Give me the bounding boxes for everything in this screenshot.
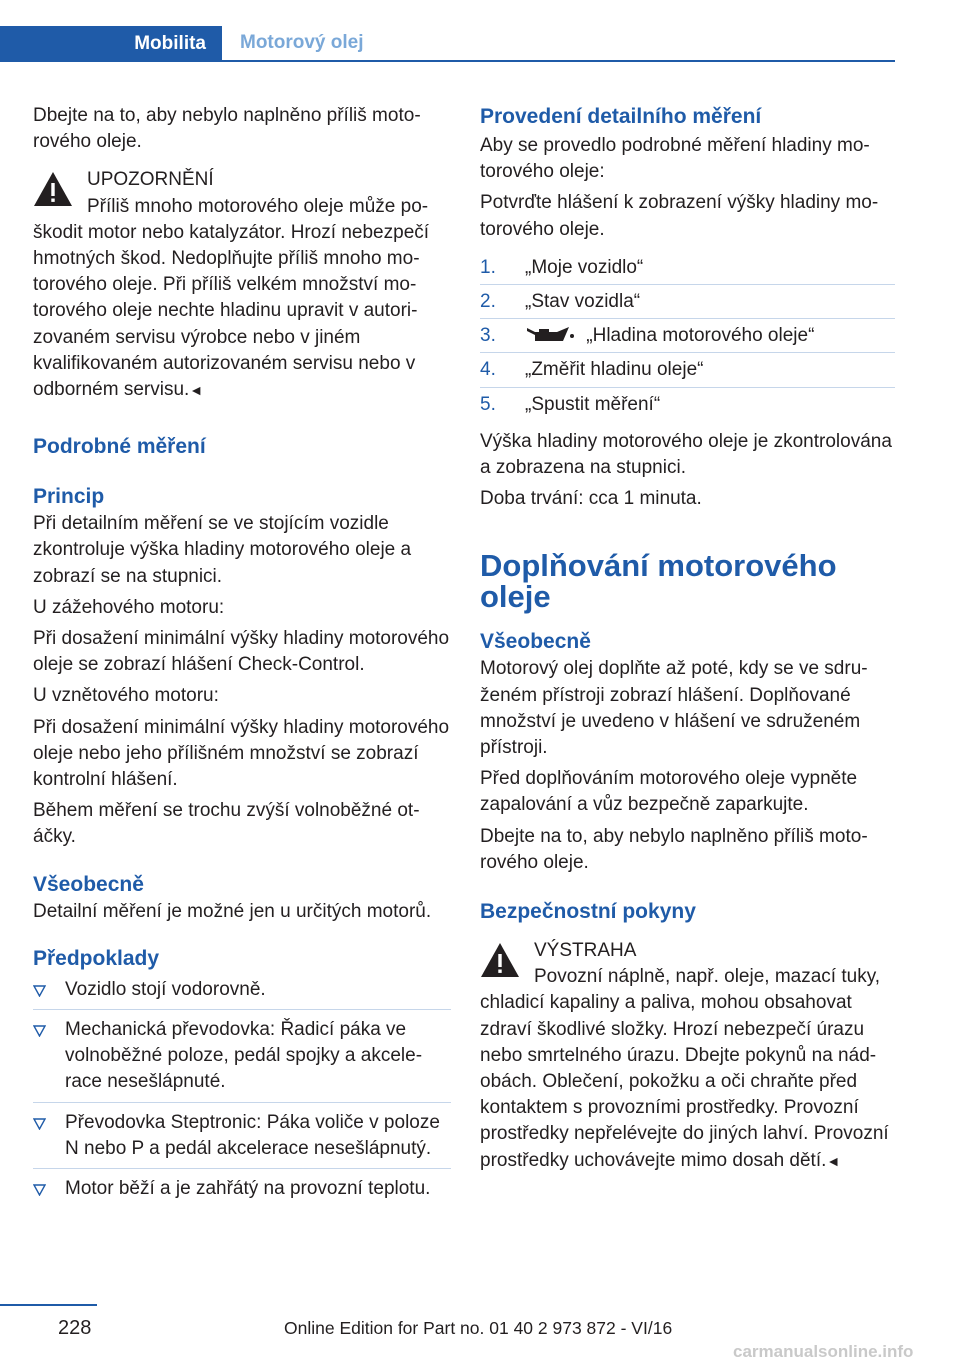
watermark: carmanualsonline.info bbox=[733, 1342, 914, 1361]
warning-block bbox=[33, 167, 451, 403]
list-item bbox=[33, 977, 451, 1010]
tab-motorovy-olej[interactable] bbox=[222, 26, 895, 62]
list-item-text: Převodovka Steptronic: Páka voliče v poloze N nebo P a pedál akcelerace nesešlápnutý. bbox=[65, 1111, 440, 1159]
list-item bbox=[480, 255, 895, 285]
step-number: 2. bbox=[480, 291, 496, 313]
heading-principle: Princip bbox=[33, 485, 105, 509]
list-item-text: Mechanická převodovka: Řadicí páka ve volnoběžné poloze, pedál spojky a akcelerace nesešlápnuté. bbox=[65, 1019, 423, 1093]
prerequisites-list bbox=[33, 977, 451, 1208]
list-item-text: Motor běží a je zahřátý na provozní teplotu. bbox=[65, 1178, 431, 1200]
heading-detailed-measurement: Podrobné měření bbox=[33, 435, 206, 459]
step-text: „Moje vozidlo“ bbox=[525, 256, 644, 278]
heading-refill-oil: Doplňování motorového oleje bbox=[480, 548, 837, 615]
step-number: 4. bbox=[480, 359, 496, 381]
heading-safety: Bezpečnostní pokyny bbox=[480, 900, 696, 924]
intro-paragraph: Dbejte na to, aby nebylo naplněno příliš motorového oleje. bbox=[33, 105, 421, 153]
confirm-text: Potvrďte hlášení k zobrazení výšky hladiny motorového oleje. bbox=[480, 192, 879, 240]
list-item bbox=[33, 1176, 451, 1208]
step-text: „Změřit hladinu oleje“ bbox=[525, 359, 704, 381]
warning-title: UPOZORNĚNÍ bbox=[87, 169, 214, 191]
principle-text: Při detailním měření se ve stojícím vozidle zkontroluje výška hladiny motorového oleje a zobrazí se na stupnici. bbox=[33, 513, 412, 587]
perform-intro: Aby se provedlo podrobné měření hladiny motorového oleje: bbox=[480, 135, 870, 183]
list-item bbox=[480, 323, 895, 353]
petrol-text: Při dosažení minimální výšky hladiny motorového oleje se zobrazí hlášení Check-Control. bbox=[33, 628, 450, 676]
refill-text-1: Motorový olej doplňte až poté, kdy se ve sdruženém přístroji zobrazí hlášení. Doplňované množství je uvedeno v hlášení ve sdruženém přístroji. bbox=[480, 658, 868, 759]
diesel-label: U vznětového motoru: bbox=[33, 685, 219, 707]
list-item bbox=[480, 289, 895, 319]
triangle-bullet-icon bbox=[33, 985, 46, 997]
footer-edition: Online Edition for Part no. 01 40 2 973 872 - VI/16 bbox=[284, 1318, 673, 1338]
step-text: „Spustit měření“ bbox=[525, 393, 661, 415]
warning-triangle-icon bbox=[33, 171, 73, 207]
footer-divider bbox=[0, 1304, 97, 1306]
warning-title: VÝSTRAHA bbox=[534, 940, 637, 962]
heading-prerequisites: Předpoklady bbox=[33, 946, 160, 970]
idle-text: Během měření se trochu zvýší volnoběžné otáčky. bbox=[33, 800, 420, 848]
left-column bbox=[33, 103, 451, 1215]
end-mark-icon: ◄ bbox=[189, 382, 204, 399]
tab-mobilita-label: Mobilita bbox=[134, 33, 206, 54]
right-column bbox=[480, 103, 895, 1174]
list-item bbox=[33, 1017, 451, 1103]
step-number: 3. bbox=[480, 325, 496, 347]
result-text: Výška hladiny motorového oleje je zkontrolována a zobrazena na stupnici. bbox=[480, 430, 892, 479]
triangle-bullet-icon bbox=[33, 1118, 46, 1130]
safety-warning-block bbox=[480, 938, 895, 1174]
step-number: 1. bbox=[480, 256, 496, 278]
heading-general-refill: Všeobecně bbox=[480, 630, 591, 654]
step-text: „Stav vozidla“ bbox=[525, 291, 641, 313]
triangle-bullet-icon bbox=[33, 1025, 46, 1037]
list-item-text: Vozidlo stojí vodorovně. bbox=[65, 978, 266, 1000]
heading-general: Všeobecně bbox=[33, 872, 144, 896]
steps-list bbox=[480, 255, 895, 421]
list-item bbox=[480, 392, 895, 421]
warning-triangle-icon bbox=[480, 942, 520, 978]
warning-text: Povozní náplně, např. oleje, mazací tuky, chladicí kapaliny a paliva, mohou obsahovat zdraví škodlivé složky. Hrozí nebezpečí úrazu nebo smrtelného úrazu. Dbejte pokynů na nádobách. Oblečení, pokožku a oči chraňte před kontaktem s provozními prostředky. Provozní prostředky nepřelévejte do jiných lahví. Provozní prostředky uchovávejte mimo dosah dětí. bbox=[480, 966, 889, 1171]
diesel-text: Při dosažení minimální výšky hladiny motorového oleje nebo jeho přílišném množství se zobrazí kontrolní hlášení. bbox=[33, 716, 450, 791]
page-number: 228 bbox=[58, 1317, 92, 1339]
triangle-bullet-icon bbox=[33, 1184, 46, 1196]
step-text: „Hladina motorového oleje“ bbox=[586, 325, 815, 347]
oil-can-icon bbox=[525, 324, 575, 344]
tab-mobilita[interactable] bbox=[0, 26, 222, 62]
end-mark-icon: ◄ bbox=[826, 1152, 841, 1169]
list-item bbox=[33, 1110, 451, 1169]
petrol-label: U zážehového motoru: bbox=[33, 596, 225, 618]
step-number: 5. bbox=[480, 393, 496, 415]
list-item bbox=[480, 357, 895, 387]
warning-text: Příliš mnoho motorového oleje může poškodit motor nebo katalyzátor. Hrozí nebezpečí hmotných škod. Nedoplňujte příliš mnoho motorového oleje. Při příliš velkém množství motorového oleje nechte hladinu upravit v autorizovaném servisu výrobce nebo v jiném kvalifikovaném autorizovaném servisu nebo v odborném servisu. bbox=[33, 195, 430, 401]
general-text: Detailní měření je možné jen u určitých motorů. bbox=[33, 900, 432, 922]
duration-text: Doba trvání: cca 1 minuta. bbox=[480, 488, 702, 510]
refill-text-3: Dbejte na to, aby nebylo naplněno příliš motorového oleje. bbox=[480, 825, 868, 873]
tab-motorovy-olej-label: Motorový olej bbox=[240, 32, 364, 53]
refill-text-2: Před doplňováním motorového oleje vypněte zapalování a vůz bezpečně zaparkujte. bbox=[480, 768, 858, 816]
heading-perform-measurement: Provedení detailního měření bbox=[480, 105, 762, 128]
